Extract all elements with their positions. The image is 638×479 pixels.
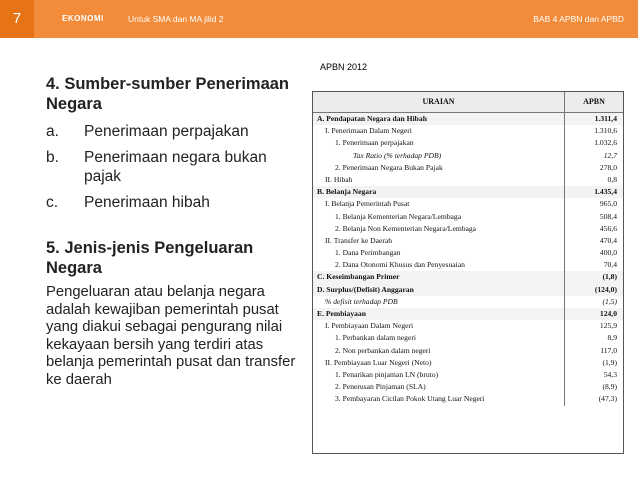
row-value: (8,9) — [602, 382, 617, 392]
table-row — [313, 296, 623, 308]
row-label: 2. Penerusan Pinjaman (SLA) — [313, 381, 565, 393]
list-letter: a. — [46, 123, 59, 140]
table-row — [313, 137, 623, 149]
row-value: 70,4 — [603, 260, 617, 270]
row-value: 508,4 — [599, 211, 617, 221]
row-value: 470,4 — [599, 235, 617, 245]
table-row — [313, 381, 623, 393]
row-value: 54,3 — [603, 369, 617, 379]
list-letter: c. — [46, 194, 59, 211]
brand-label: EKONOMI — [62, 14, 104, 23]
table-caption: APBN 2012 — [320, 62, 368, 72]
list-item — [46, 148, 308, 186]
heading-sumber-penerimaan: 4. Sumber-sumber Penerimaan Negara — [46, 75, 290, 113]
row-value: (1,9) — [602, 357, 617, 367]
row-label: 2. Penerimaan Negara Bukan Pajak — [313, 162, 565, 174]
row-label: C. Keseimbangan Primer — [313, 271, 565, 283]
row-value: 1.435,4 — [594, 187, 617, 197]
list-text: Penerimaan perpajakan — [84, 123, 249, 140]
table-row — [313, 125, 623, 137]
row-value: 1.311,4 — [594, 114, 617, 123]
row-value: (47,3) — [598, 394, 617, 404]
row-label: Tax Ratio (% terhadap PDB) — [313, 150, 565, 162]
row-label: I. Belanja Pemerintah Pusat — [313, 198, 565, 210]
list-letter: b. — [46, 149, 59, 166]
table-row — [313, 332, 623, 344]
table-row — [313, 345, 623, 357]
row-label: A. Pendapatan Negara dan Hibah — [313, 113, 565, 125]
row-label: 1. Belanja Kementerian Negara/Lembaga — [313, 211, 565, 223]
table-row — [313, 284, 623, 296]
list-item — [46, 193, 308, 212]
definition-paragraph: Pengeluaran atau belanja negara adalah kewajiban pemerintah pusat yang diakui sebagai pengurang nilai kekayaan bersih yang terdiri atas belanja pemerintah pusat dan transfer ke daerah — [46, 284, 296, 388]
heading-jenis-pengeluaran: 5. Jenis-jenis Pengeluaran Negara — [46, 239, 254, 277]
table-row — [313, 235, 623, 247]
row-value: 0,8 — [607, 174, 617, 184]
row-value: 117,0 — [600, 345, 617, 355]
table-row — [313, 162, 623, 174]
row-label: II. Hibah — [313, 174, 565, 186]
table-row — [313, 369, 623, 381]
row-label: 1. Dana Perimbangan — [313, 247, 565, 259]
row-value: 456,6 — [599, 223, 617, 233]
list-item — [46, 122, 308, 141]
table-row — [313, 198, 623, 210]
row-label: 2. Dana Otonomi Khusus dan Penyesuaian — [313, 259, 565, 271]
table-row — [313, 357, 623, 369]
list-text: Penerimaan hibah — [84, 194, 210, 211]
row-value: 1.032,6 — [594, 138, 617, 148]
subject-title: Untuk SMA dan MA jilid 2 — [128, 14, 224, 24]
row-value: 12,7 — [603, 150, 617, 160]
page-number: 7 — [0, 0, 34, 38]
list-text: Penerimaan negara bukan pajak — [84, 149, 267, 185]
table-row — [313, 259, 623, 271]
table-row — [313, 150, 623, 162]
table-row — [313, 113, 623, 125]
row-value: (1,8) — [602, 272, 617, 282]
header-bar — [0, 0, 638, 38]
apbn-table — [312, 91, 624, 454]
row-label: I. Penerimaan Dalam Negeri — [313, 125, 565, 137]
table-row — [313, 393, 623, 405]
row-label: % defisit terhadap PDB — [313, 296, 565, 308]
sources-list — [46, 122, 308, 212]
table-row — [313, 186, 623, 198]
column-header-uraian: URAIAN — [313, 92, 565, 112]
content-left — [46, 74, 308, 404]
row-label: B. Belanja Negara — [313, 186, 565, 198]
table-row — [313, 211, 623, 223]
row-value: 400,0 — [599, 248, 617, 258]
row-value: 278,0 — [599, 162, 617, 172]
row-label: D. Surplus/(Defisit) Anggaran — [313, 284, 565, 296]
table-row — [313, 320, 623, 332]
row-value: (124,0) — [594, 284, 617, 294]
table-row — [313, 174, 623, 186]
row-label: E. Pembiayaan — [313, 308, 565, 320]
row-label: 2. Non perbankan dalam negeri — [313, 345, 565, 357]
column-header-apbn: APBN — [583, 97, 605, 106]
row-label: II. Pembiayaan Luar Negeri (Neto) — [313, 357, 565, 369]
row-label: I. Pembiayaan Dalam Negeri — [313, 320, 565, 332]
table-row — [313, 308, 623, 320]
row-label: 2. Belanja Non Kementerian Negara/Lembaga — [313, 223, 565, 235]
row-label: 1. Penerimaan perpajakan — [313, 137, 565, 149]
row-value: 8,9 — [607, 333, 617, 343]
row-label: 1. Perbankan dalam negeri — [313, 332, 565, 344]
row-value: 124,0 — [599, 309, 617, 318]
row-value: 125,9 — [599, 321, 617, 331]
row-value: (1,5) — [602, 296, 617, 306]
row-value: 1.310,6 — [594, 126, 617, 136]
row-value: 965,0 — [599, 199, 617, 209]
row-label: 1. Penarikan pinjaman LN (bruto) — [313, 369, 565, 381]
row-label: II. Transfer ke Daerah — [313, 235, 565, 247]
table-header — [313, 92, 623, 113]
row-label: 3. Pembayaran Cicilan Pokok Utang Luar Negeri — [313, 393, 565, 405]
table-body — [313, 113, 623, 406]
table-row — [313, 223, 623, 235]
chapter-title: BAB 4 APBN dan APBD — [533, 14, 624, 24]
table-row — [313, 271, 623, 283]
table-row — [313, 247, 623, 259]
